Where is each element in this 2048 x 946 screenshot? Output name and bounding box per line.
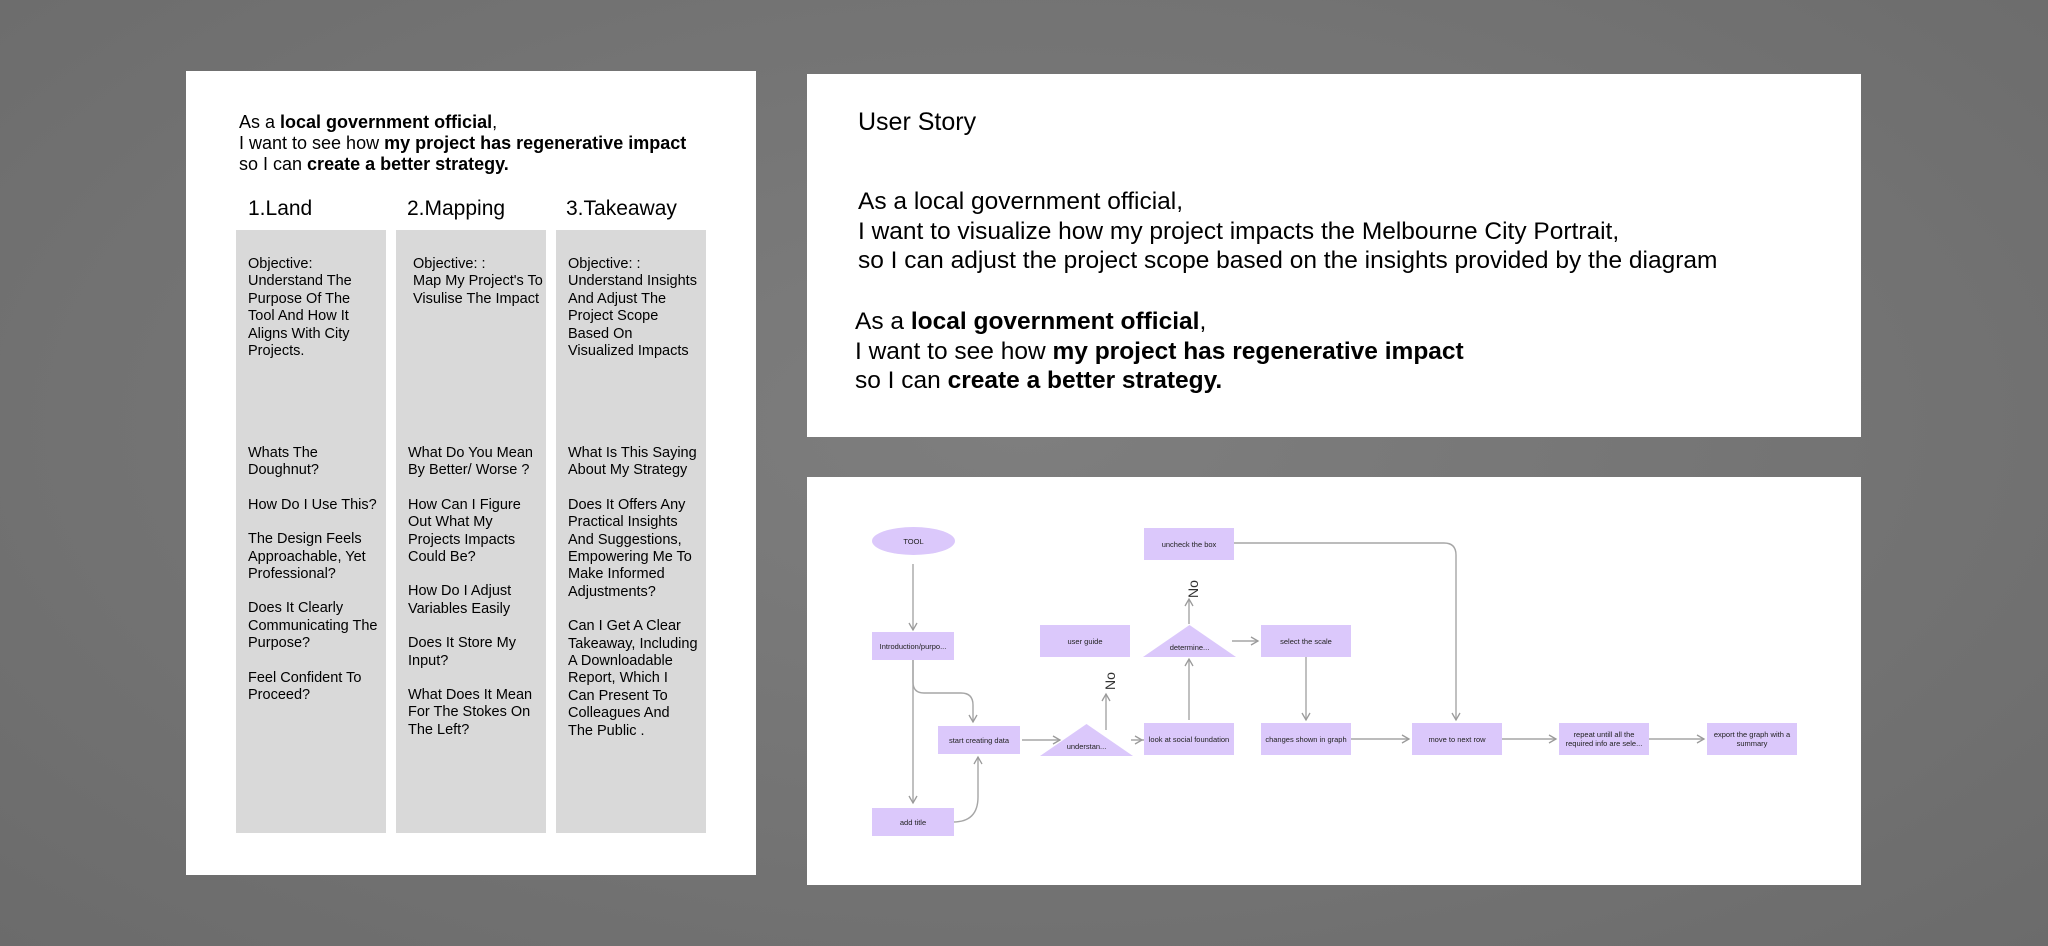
objective-text: Objective: : Map My Project's To Visulise The Impact [413,256,543,307]
flow-node-add-title: add title [872,808,954,836]
objective-text: Objective: Understand The Purpose Of The Tool And How It Aligns With City Projects. [248,256,352,360]
objective-text: Objective: : Understand Insights And Adjust The Project Scope Based On Visualized Impacts [568,256,697,360]
user-story-card [807,74,1861,437]
story-plain: As a local government official, I want to visualize how my project impacts the Melbourne City Portrait, so I can adjust the project scope based on the insights provided by the diagram [858,188,1718,274]
question-list [248,445,378,721]
flow-node-user-guide: user guide [1040,625,1130,657]
column-title-mapping: 2.Mapping [407,197,506,220]
question: Does It Store My Input? [408,635,516,669]
question: What Does It Mean For The Stokes On The Left? [408,687,533,738]
flow-node-start-creating: start creating data [938,726,1020,754]
intro-statement: As a local government official, I want to see how my project has regenerative impact so I can create a better strategy. [239,112,687,174]
flow-node-look-social: look at social foundation [1144,723,1234,755]
column-title-land: 1.Land [248,197,313,220]
user-flow-diagram [807,477,1861,885]
journey-board [186,71,756,875]
column-land [236,230,386,833]
question-list [408,445,538,756]
story-title: User Story [858,108,977,136]
flow-decision-understand: understan... [1040,724,1133,756]
flow-decision-determine: determine... [1143,625,1236,657]
flow-node-changes-graph: changes shown in graph [1261,723,1351,755]
question: How Do I Adjust Variables Easily [408,583,512,617]
question: Does It Offers Any Practical Insights And Suggestions, Empowering Me To Make Informed Adjustments? [568,496,692,600]
flow-node-select-scale: select the scale [1261,625,1351,657]
column-takeaway [556,230,706,833]
question: Can I Get A Clear Takeaway, Including A Downloadable Report, Which I Can Present To Colleagues And The Public . [568,618,698,739]
question-list [568,445,698,757]
flow-node-uncheck-box: uncheck the box [1144,528,1234,560]
column-title-takeaway: 3.Takeaway [566,197,677,220]
edge [913,660,973,722]
question: Does It Clearly Communicating The Purpose? [248,600,378,652]
flow-node-tool: TOOL [872,527,955,555]
flow-node-next-row: move to next row [1412,723,1502,755]
flow-node-intro: Introduction/purpo... [872,632,954,660]
question: Whats The Doughnut? [248,445,319,479]
flow-node-export: export the graph with a summary [1707,723,1797,755]
question: What Do You Mean By Better/ Worse ? [408,445,533,479]
question: The Design Feels Approachable, Yet Professional? [248,531,366,583]
no-label: No [1184,580,1201,598]
no-label: No [1101,672,1118,690]
question: How Do I Use This? [248,496,377,513]
question: What Is This Saying About My Strategy [568,445,697,479]
question: Feel Confident To Proceed? [248,669,362,704]
column-mapping [396,230,546,833]
flow-connectors [807,477,1861,885]
story-emphasis: As a local government official, I want to see how my project has regenerative impact so I can create a better strategy. [855,308,1464,394]
flow-node-repeat: repeat untill all the required info are sele... [1559,723,1649,755]
question: How Can I Figure Out What My Projects Impacts Could Be? [408,496,521,566]
